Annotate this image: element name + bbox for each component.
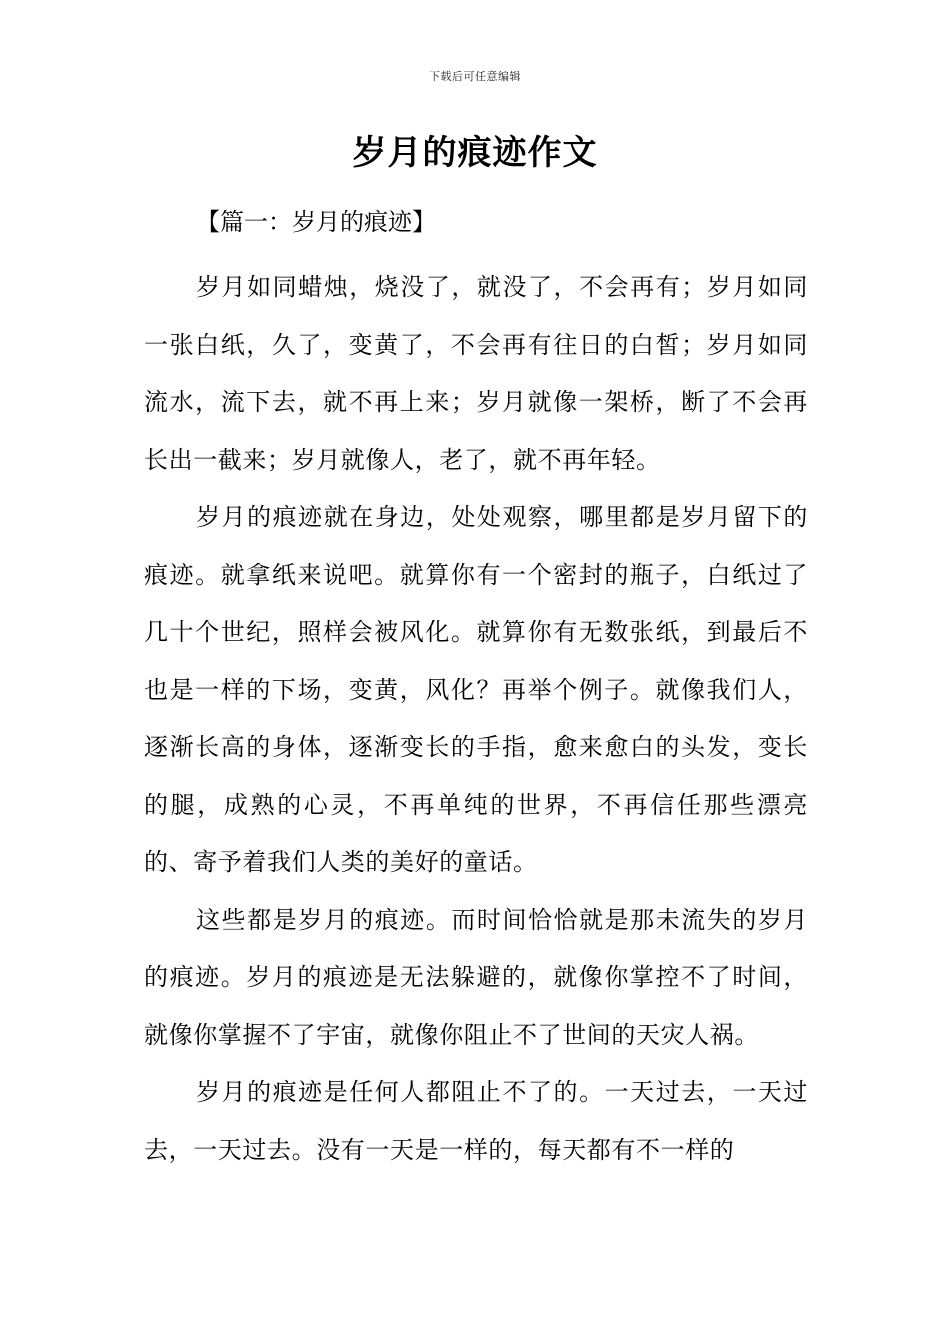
header-note: 下载后可任意编辑 [429, 70, 521, 83]
paragraph: 岁月的痕迹是任何人都阻止不了的。一天过去，一天过去，一天过去。没有一天是一样的，每天都有不一样的 [144, 1078, 808, 1164]
paragraph: 岁月如同蜡烛，烧没了，就没了，不会再有；岁月如同一张白纸，久了，变黄了，不会再有往日的白皙；岁月如同流水，流下去，就不再上来；岁月就像一架桥，断了不会再长出一截来；岁月就像人，老了，就不再年轻。 [144, 273, 808, 474]
document-title: 岁月的痕迹作文 [352, 133, 598, 173]
section-heading: 【篇一：岁月的痕迹】 [196, 208, 436, 236]
document-body [144, 259, 808, 1179]
paragraph: 这些都是岁月的痕迹。而时间恰恰就是那未流失的岁月的痕迹。岁月的痕迹是无法躲避的，就像你掌控不了时间，就像你掌握不了宇宙，就像你阻止不了世间的天灾人祸。 [144, 905, 808, 1049]
paragraph: 岁月的痕迹就在身边，处处观察，哪里都是岁月留下的痕迹。就拿纸来说吧。就算你有一个密封的瓶子，白纸过了几十个世纪，照样会被风化。就算你有无数张纸，到最后不也是一样的下场，变黄，风化？再举个例子。就像我们人，逐渐长高的身体，逐渐变长的手指，愈来愈白的头发，变长的腿，成熟的心灵，不再单纯的世界，不再信任那些漂亮的、寄予着我们人类的美好的童话。 [144, 503, 808, 876]
